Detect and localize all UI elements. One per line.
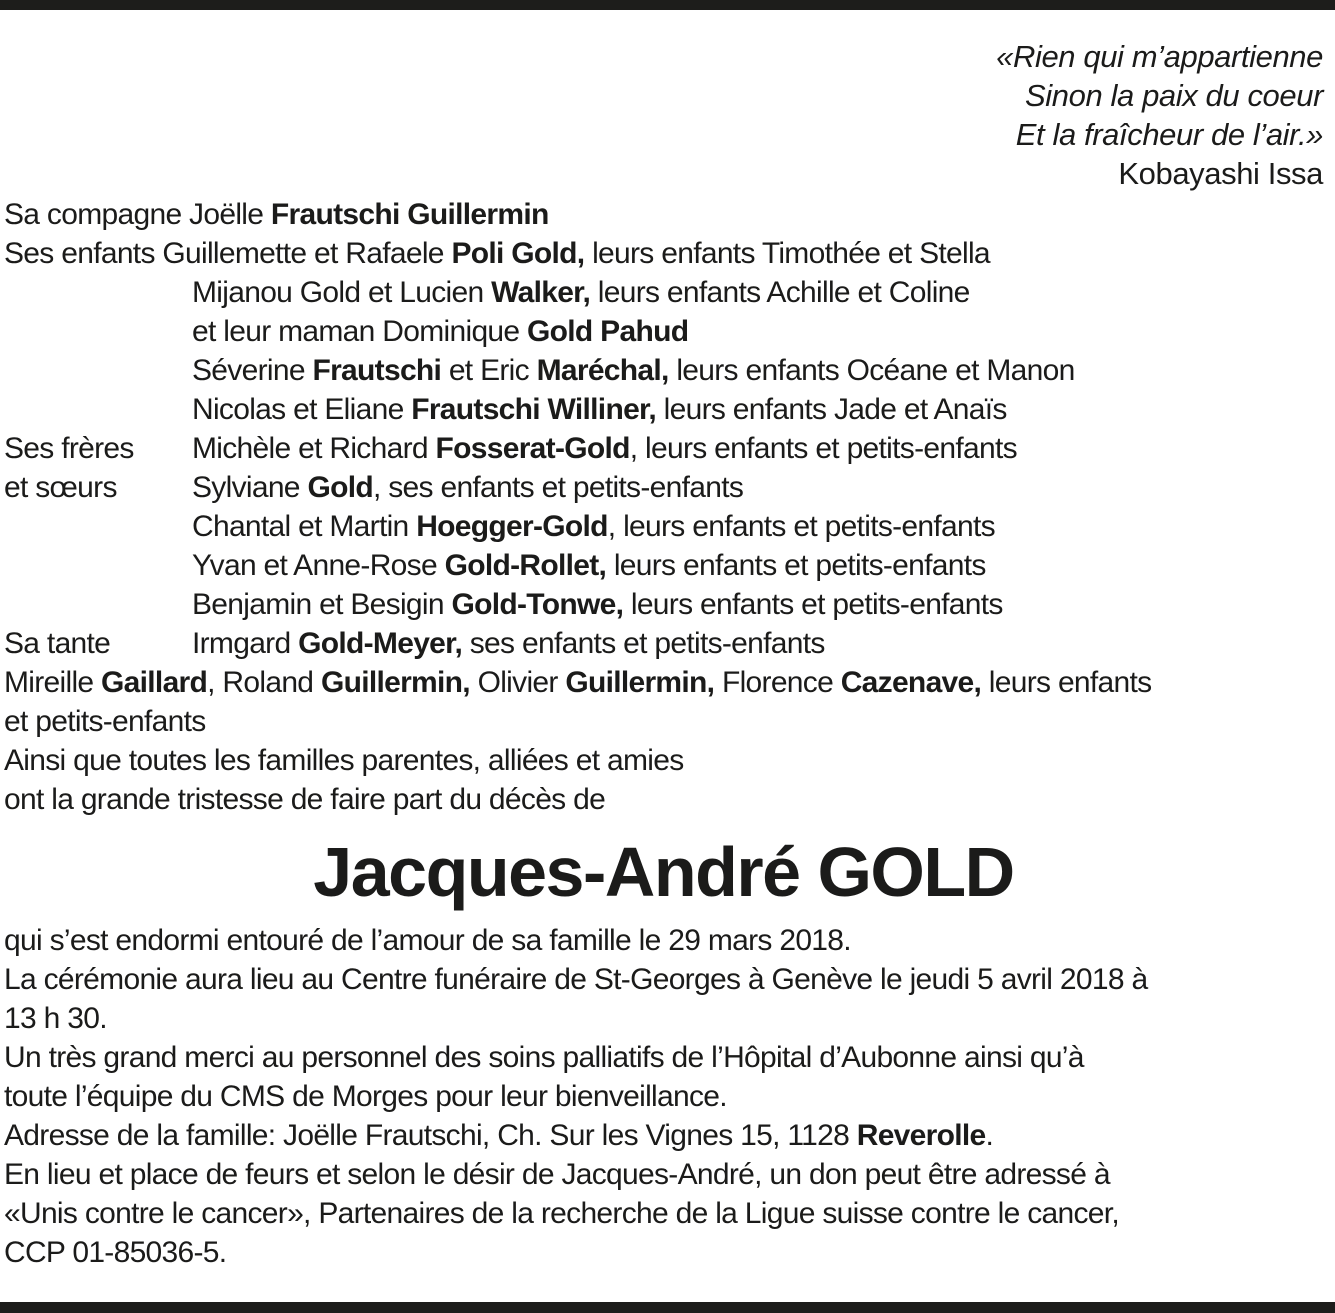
family-line [4,663,1323,702]
quote-attribution: Kobayashi Issa [1118,156,1323,191]
obituary-page [0,10,1335,1302]
family-line [4,702,1323,741]
family-line-text: Mireille Gaillard, Roland Guillermin, Olivier Guillermin, Florence Cazenave, leurs enfants [4,666,1152,699]
announcement-line: 13 h 30. [4,1002,107,1035]
family-line [4,234,1323,273]
family-line [4,390,1323,429]
announcement-line: CCP 01-85036-5. [4,1236,227,1269]
announcement-line: Un très grand merci au personnel des soins palliatifs de l’Hôpital d’Aubonne ainsi qu’à [4,1041,1084,1074]
announcement-line: «Unis contre le cancer», Partenaires de la recherche de la Ligue suisse contre le cancer, [4,1197,1120,1230]
family-line-text: Ainsi que toutes les familles parentes, alliées et amies [4,744,684,777]
family-line [4,273,1323,312]
family-line-text: Benjamin et Besigin Gold-Tonwe, leurs enfants et petits-enfants [192,588,1003,621]
family-line [4,429,1323,468]
family-line-text: et leur maman Dominique Gold Pahud [192,315,689,348]
relation-label: et sœurs [4,471,117,504]
announcement-line: Adresse de la famille: Joëlle Frautschi, Ch. Sur les Vignes 15, 1128 Reverolle. [4,1119,994,1152]
family-line-text: ont la grande tristesse de faire part du décès de [4,783,606,816]
announcement-block [4,921,1323,1272]
family-line-text: Sylviane Gold, ses enfants et petits-enfants [192,471,744,504]
family-line [4,546,1323,585]
family-line-text: Séverine Frautschi et Eric Maréchal, leurs enfants Océane et Manon [192,354,1075,387]
family-line [4,312,1323,351]
bottom-rule-bar [0,1302,1335,1313]
relation-label: Sa tante [4,627,111,660]
announcement-line: En lieu et place de feurs et selon le désir de Jacques-André, un don peut être adressé à [4,1158,1110,1191]
family-line-text: Ses enfants Guillemette et Rafaele Poli Gold, leurs enfants Timothée et Stella [4,237,990,270]
family-line [4,585,1323,624]
family-line [4,195,1323,234]
quote-block [4,37,1323,193]
family-notice [4,195,1323,819]
announcement-line: toute l’équipe du CMS de Morges pour leur bienveillance. [4,1080,727,1113]
family-line-text: Irmgard Gold-Meyer, ses enfants et petits-enfants [192,627,825,660]
announcement-line: qui s’est endormi entouré de l’amour de sa famille le 29 mars 2018. [4,924,851,957]
family-line-text: Michèle et Richard Fosserat-Gold, leurs enfants et petits-enfants [192,432,1017,465]
family-line [4,468,1323,507]
family-line-text: Chantal et Martin Hoegger-Gold, leurs enfants et petits-enfants [192,510,995,543]
family-line-text: Sa compagne Joëlle Frautschi Guillermin [4,198,549,231]
relation-label: Ses frères [4,432,134,465]
family-line [4,624,1323,663]
family-line [4,507,1323,546]
family-line-text: et petits-enfants [4,705,206,738]
quote-line: Sinon la paix du coeur [1025,78,1323,113]
family-line-text: Yvan et Anne-Rose Gold-Rollet, leurs enfants et petits-enfants [192,549,986,582]
family-line [4,741,1323,780]
quote-line: Et la fraîcheur de l’air.» [1015,117,1323,152]
family-line [4,780,1323,819]
family-line [4,351,1323,390]
top-rule-bar [0,0,1335,10]
family-line-text: Mijanou Gold et Lucien Walker, leurs enfants Achille et Coline [192,276,970,309]
deceased-name: Jacques-André GOLD [313,833,1014,911]
family-line-text: Nicolas et Eliane Frautschi Williner, leurs enfants Jade et Anaïs [192,393,1007,426]
quote-line: «Rien qui m’appartienne [996,39,1323,74]
announcement-line: La cérémonie aura lieu au Centre funéraire de St-Georges à Genève le jeudi 5 avril 2018 à [4,963,1148,996]
